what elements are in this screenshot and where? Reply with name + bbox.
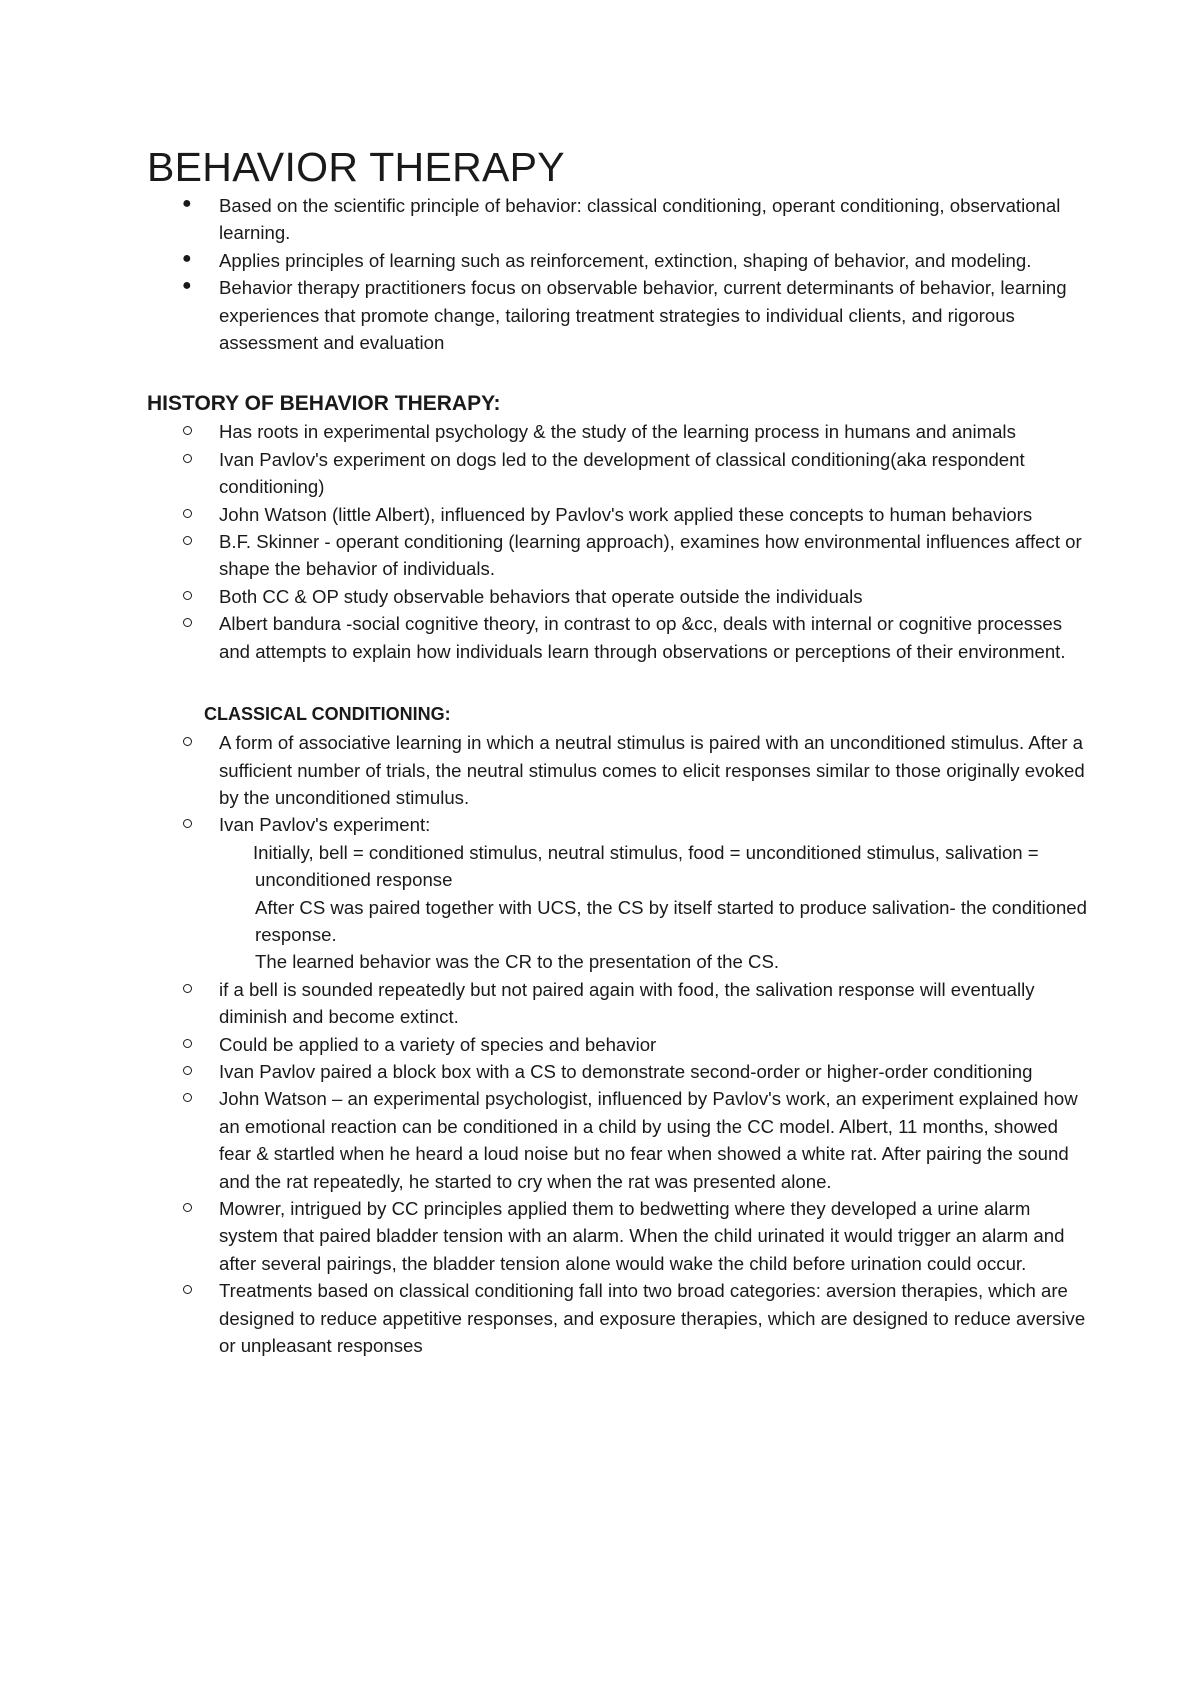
circle-bullet-icon [183,737,192,746]
circle-bullet-icon [183,591,192,600]
history-list [147,418,1087,665]
list-item: ● Behavior therapy practitioners focus on observable behavior, current determinants of behavior, learning experiences that promote change, tailoring treatment strategies to individual clients, and rigorous assessment and evaluation [182,277,1067,354]
section-heading-history: HISTORY OF BEHAVIOR THERAPY: [147,392,501,416]
bullet-icon: ● [182,195,192,212]
bullet-icon: ● [182,277,192,295]
list-item: John Watson – an experimental psychologist, influenced by Pavlov's work, an experiment explained how an emotional reaction can be conditioned in a child by using the CC model. Albert, 11 months, showed fear & startled when he heard a loud noise but no fear when showed a white rat. After pairing the sound and the rat repeatedly, he started to cry when the rat was presented alone. [147,1085,1087,1195]
detail-line: Initially, bell = conditioned stimulus, neutral stimulus, food = unconditioned stimulus, salivation = unconditioned response [253,841,1039,891]
list-item: ● Based on the scientific principle of behavior: classical conditioning, operant conditioning, observational learning. [182,195,1061,244]
bullet-icon: ● [182,249,192,267]
document-content [147,144,1087,1359]
list-item: Mowrer, intrigued by CC principles applied them to bedwetting where they developed a urine alarm system that paired bladder tension with an alarm. When the child urinated it would trigger an alarm and after several pairings, the bladder tension alone would wake the child before urination could occur. [147,1195,1087,1277]
circle-bullet-icon [183,1039,192,1048]
list-item: if a bell is sounded repeatedly but not paired again with food, the salivation response will eventually diminish and become extinct. [147,976,1087,1031]
list-item: Treatments based on classical conditioning fall into two broad categories: aversion therapies, which are designed to reduce appetitive responses, and exposure therapies, which are designed to reduce aversive or unpleasant responses [147,1277,1087,1359]
circle-bullet-icon [183,819,192,828]
list-item: Has roots in experimental psychology & the study of the learning process in humans and animals [147,418,1087,445]
classical-list [147,729,1087,839]
list-item: John Watson (little Albert), influenced by Pavlov's work applied these concepts to human behaviors [147,501,1087,528]
circle-bullet-icon [183,618,192,627]
circle-bullet-icon [183,1093,192,1102]
classical-list-continued [147,976,1087,1360]
list-item: Ivan Pavlov paired a block box with a CS to demonstrate second-order or higher-order conditioning [147,1058,1087,1085]
circle-bullet-icon [183,1203,192,1212]
circle-bullet-icon [183,536,192,545]
list-item: Albert bandura -social cognitive theory, in contrast to op &cc, deals with internal or cognitive processes and attempts to explain how individuals learn through observations or perceptions of their environment. [147,610,1087,665]
list-item: B.F. Skinner - operant conditioning (learning approach), examines how environmental influences affect or shape the behavior of individuals. [147,528,1087,583]
section-heading-classical: CLASSICAL CONDITIONING: [204,704,451,725]
page-title: BEHAVIOR THERAPY [147,144,565,190]
circle-bullet-icon [183,984,192,993]
list-item: A form of associative learning in which a neutral stimulus is paired with an unconditioned stimulus. After a sufficient number of trials, the neutral stimulus comes to elicit responses similar to those originally evoked by the unconditioned stimulus. [147,729,1087,811]
list-item: Ivan Pavlov's experiment: [147,811,1087,838]
intro-bullet-list [147,192,1087,356]
list-item: Both CC & OP study observable behaviors that operate outside the individuals [147,583,1087,610]
detail-line: The learned behavior was the CR to the presentation of the CS. [255,951,780,973]
list-item: Ivan Pavlov's experiment on dogs led to the development of classical conditioning(aka respondent conditioning) [147,446,1087,501]
list-item: Could be applied to a variety of species and behavior [147,1031,1087,1058]
detail-line: After CS was paired together with UCS, the CS by itself started to produce salivation- the conditioned response. [255,896,1087,945]
circle-bullet-icon [183,454,192,463]
circle-bullet-icon [183,426,192,435]
list-item: ● Applies principles of learning such as reinforcement, extinction, shaping of behavior, and modeling. [182,249,1032,271]
pavlov-experiment-details [147,839,1087,976]
circle-bullet-icon [183,1066,192,1075]
circle-bullet-icon [183,1285,192,1294]
circle-bullet-icon [183,509,192,518]
